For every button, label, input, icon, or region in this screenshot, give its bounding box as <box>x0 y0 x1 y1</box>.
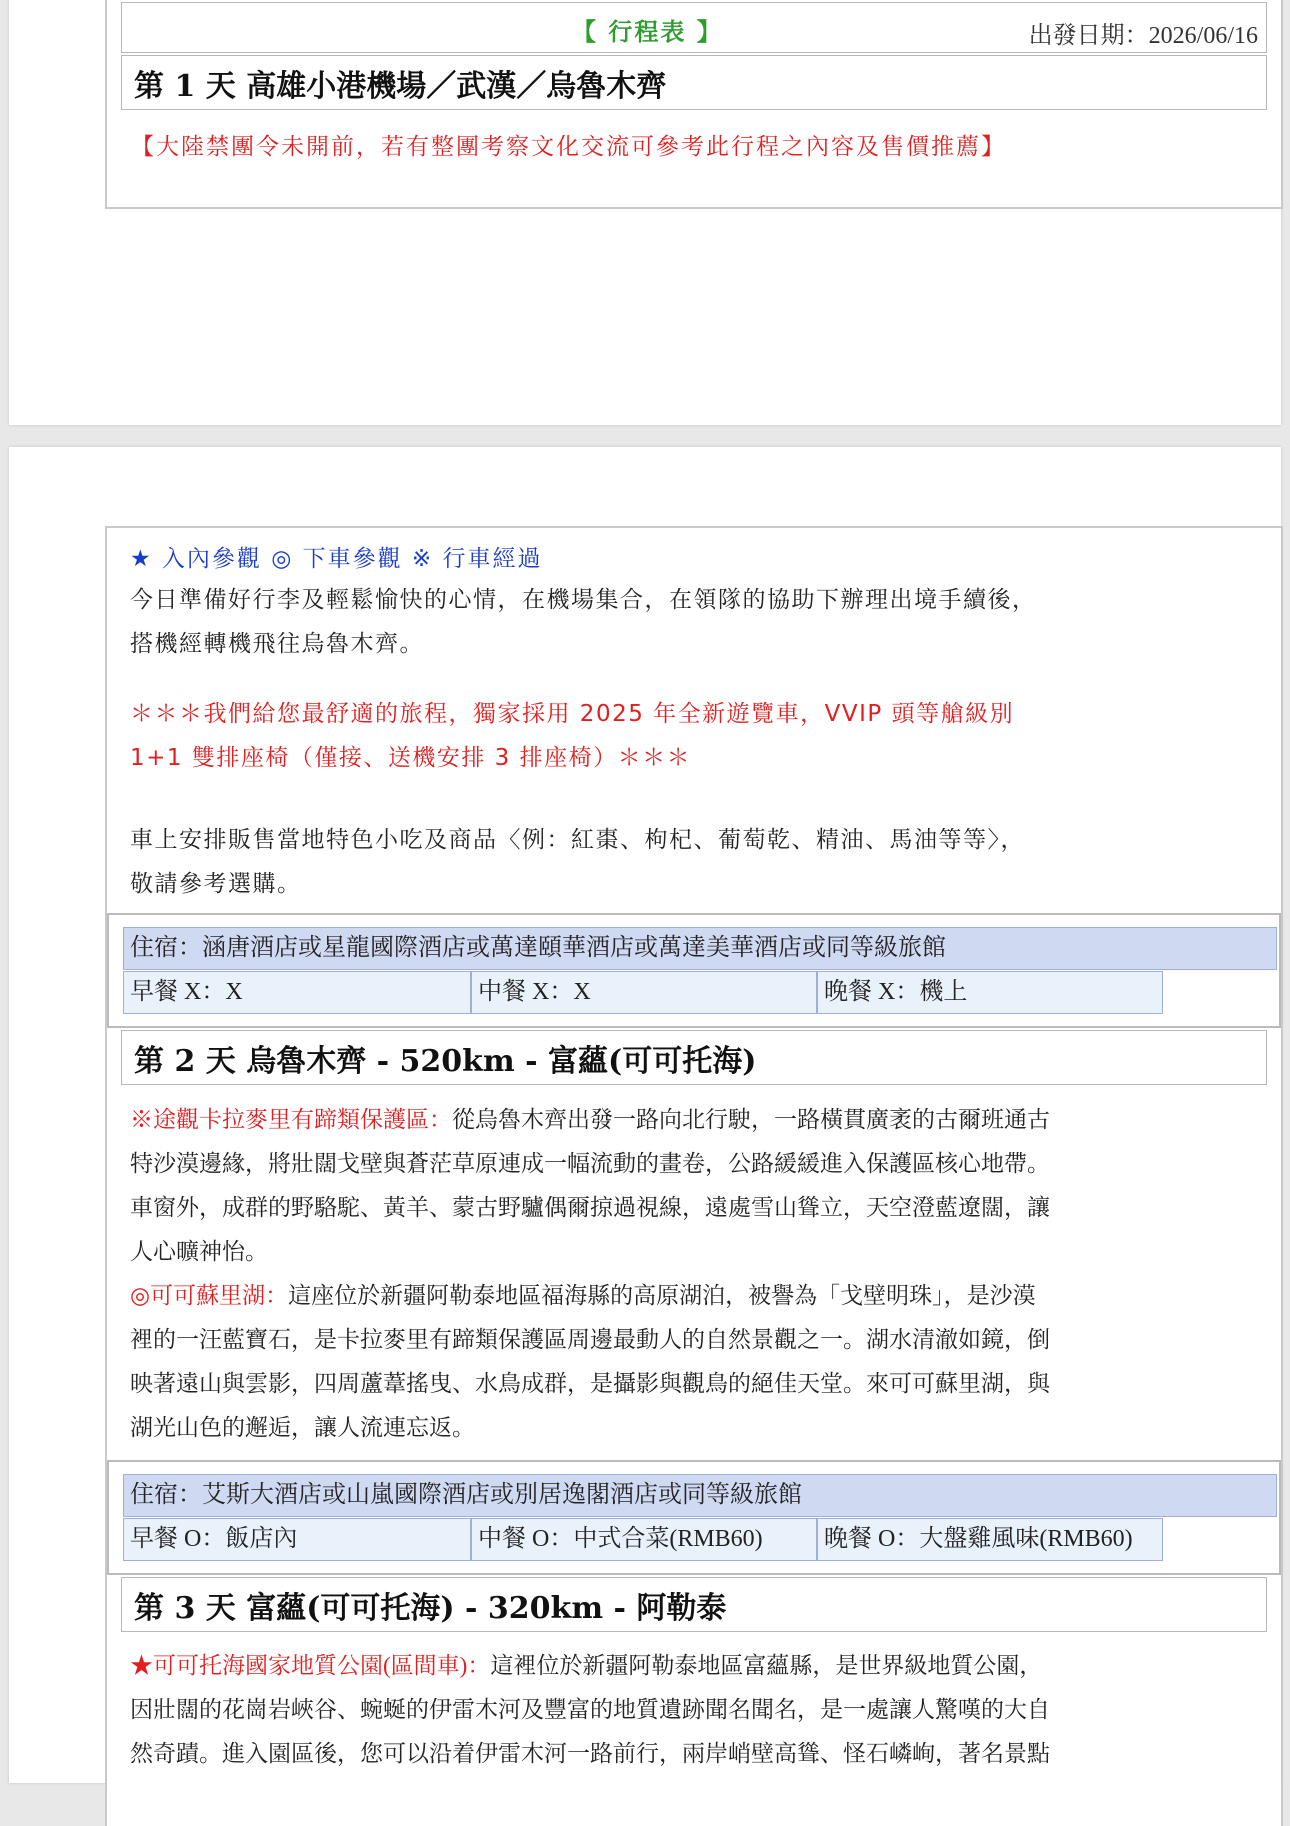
day-2-title: 第 2 天 烏魯木齊 - 520km - 富蘊(可可托海) <box>134 1043 757 1079</box>
day-2-accommodation-table <box>107 1460 1281 1575</box>
day-1-paragraph-1 <box>130 578 1265 666</box>
day-1-title-row <box>121 55 1267 110</box>
text-line: ＊＊＊我們給您最舒適的旅程，獨家採用 2025 年全新遊覽車，VVIP 頭等艙級別 <box>130 701 1015 727</box>
text-line: 車上安排販售當地特色小吃及商品〈例：紅棗、枸杞、葡萄乾、精油、馬油等等〉， <box>130 827 1025 853</box>
sight-text: 從烏魯木齊出發一路向北行駛，一路橫貫廣袤的古爾班通古 <box>452 1107 1050 1132</box>
day-1-accommodation-table <box>107 913 1281 1028</box>
day-2-sight-2 <box>130 1274 1269 1450</box>
text-line <box>130 1098 1269 1142</box>
sight-label: ※途觀卡拉麥里有蹄類保護區： <box>130 1107 452 1132</box>
text-line: 因壯闊的花崗岩峽谷、蜿蜒的伊雷木河及豐富的地質遺跡聞名聞名，是一處讓人驚嘆的大自 <box>130 1697 1050 1722</box>
sight-label: ◎可可蘇里湖： <box>130 1283 289 1308</box>
text-line <box>130 1644 1269 1688</box>
day-3-title: 第 3 天 富蘊(可可托海) - 320km - 阿勒泰 <box>134 1590 727 1626</box>
sight-label: ★可可托海國家地質公園(區間車)： <box>130 1653 491 1678</box>
text-line: 車窗外，成群的野駱駝、黃羊、蒙古野驢偶爾掠過視線，遠處雪山聳立，天空澄藍遼闊，讓 <box>130 1195 1050 1220</box>
text-line: 裡的一汪藍寶石，是卡拉麥里有蹄類保護區周邊最動人的自然景觀之一。湖水清澈如鏡，倒 <box>130 1327 1050 1352</box>
day-1-hotel: 住宿：涵唐酒店或星龍國際酒店或萬達頤華酒店或萬達美華酒店或同等級旅館 <box>123 927 1277 970</box>
day-2-lunch: 中餐 O：中式合菜(RMB60) <box>471 1518 817 1561</box>
text-line: 映著遠山與雲影，四周蘆葦搖曳、水鳥成群，是攝影與觀鳥的絕佳天堂。來可可蘇里湖，與 <box>130 1371 1050 1396</box>
day-1-title: 第 1 天 高雄小港機場／武漢／烏魯木齊 <box>134 68 667 104</box>
day-1-promo <box>130 692 1265 780</box>
sight-text: 這座位於新疆阿勒泰地區福海縣的高原湖泊，被譽為「戈壁明珠」，是沙漠 <box>288 1283 1036 1308</box>
day-2-dinner: 晚餐 O：大盤雞風味(RMB60) <box>817 1518 1163 1561</box>
day-1-notice: 【大陸禁團令未開前，若有整團考察文化交流可參考此行程之內容及售價推薦】 <box>131 134 1006 160</box>
text-line: 搭機經轉機飛往烏魯木齊。 <box>130 631 424 657</box>
text-line: 人心曠神怡。 <box>130 1239 268 1264</box>
text-line: 敬請參考選購。 <box>130 871 302 897</box>
sight-text: 這裡位於新疆阿勒泰地區富蘊縣，是世界級地質公園， <box>490 1653 1043 1678</box>
day-2-hotel: 住宿：艾斯大酒店或山嵐國際酒店或別居逸閣酒店或同等級旅館 <box>123 1474 1277 1517</box>
itinerary-frame-day1-header <box>105 0 1283 209</box>
text-line: 1+1 雙排座椅（僅接、送機安排 3 排座椅）＊＊＊ <box>130 745 692 771</box>
document-page-2 <box>9 447 1281 1783</box>
itinerary-title-label: 【 行程表 】 <box>572 18 723 46</box>
text-line <box>130 1274 1269 1318</box>
text-line: 湖光山色的邂逅，讓人流連忘返。 <box>130 1415 475 1440</box>
text-line: 今日準備好行李及輕鬆愉快的心情，在機場集合，在領隊的協助下辦理出境手續後， <box>130 587 1037 613</box>
day-2-breakfast: 早餐 O：飯店內 <box>123 1518 471 1561</box>
day-1-breakfast: 早餐 X：X <box>123 971 471 1014</box>
legend-line: ★ 入內參觀 ◎ 下車參觀 ※ 行車經過 <box>130 546 543 572</box>
day-1-dinner: 晚餐 X：機上 <box>817 971 1163 1014</box>
day-1-paragraph-2 <box>130 818 1265 906</box>
text-line: 特沙漠邊緣，將壯闊戈壁與蒼茫草原連成一幅流動的畫卷，公路緩緩進入保護區核心地帶。 <box>130 1151 1050 1176</box>
day-2-sight-1 <box>130 1098 1269 1274</box>
day-2-title-row <box>121 1030 1267 1085</box>
itinerary-frame-main <box>105 526 1283 1826</box>
day-3-title-row <box>121 1577 1267 1632</box>
day-1-lunch: 中餐 X：X <box>471 971 817 1014</box>
text-line: 然奇蹟。進入園區後，您可以沿着伊雷木河一路前行，兩岸峭壁高聳、怪石嶙峋，著名景點 <box>130 1741 1050 1766</box>
itinerary-header-row <box>121 2 1267 53</box>
day-3-sight-1 <box>130 1644 1269 1776</box>
document-page-1 <box>9 0 1281 425</box>
departure-date: 出發日期：2026/06/16 <box>1028 23 1258 49</box>
